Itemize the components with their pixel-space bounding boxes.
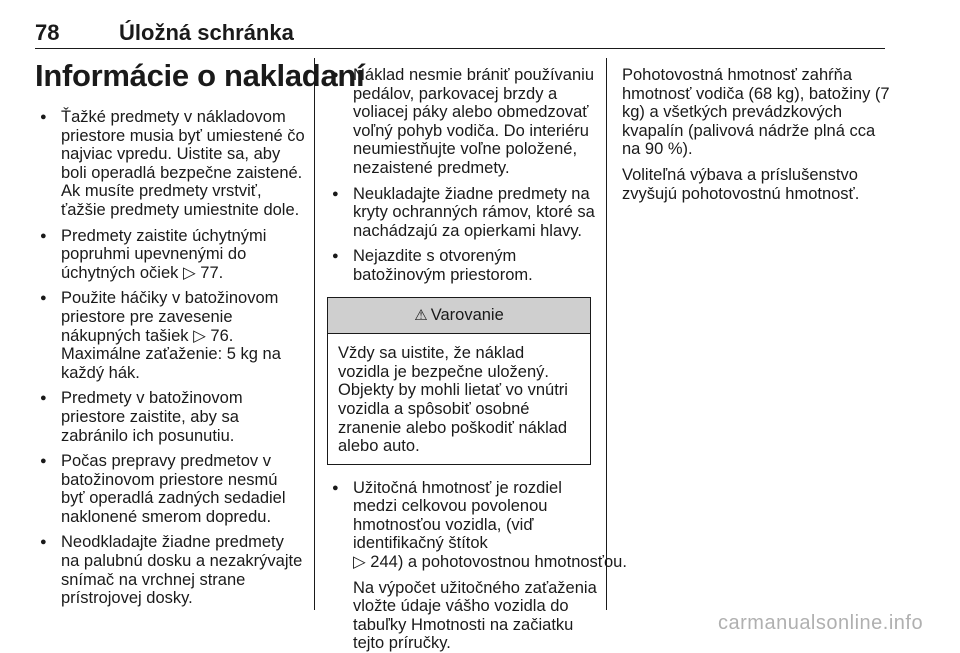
arrow-icon: ▷ — [183, 263, 196, 282]
list-item: ● Predmety v batožinovom priestore zaistite, aby sa zabránilo ich posunutiu. — [35, 389, 305, 445]
list-item: ● Predmety zaistite úchytnými popruhmi upevnenými do úchytných očiek ▷ 77. — [35, 227, 305, 283]
paragraph: Pohotovostná hmotnosť zahŕňa hmotnosť vodiča (68 kg), batožiny (7 kg) a všetkých prevádzkových kvapalín (palivová nádrže plná cca na 90 %). — [622, 66, 890, 159]
bullet-list-1 — [35, 108, 305, 608]
sub-paragraph: Na výpočet užitočného zaťaženia vložte údaje vášho vozidla do tabuľky Hmotnosti na začiatku tejto príručky. — [353, 578, 597, 653]
list-item: ● Nejazdite s otvoreným batožinovým priestorom. — [327, 247, 599, 284]
column-divider-2 — [606, 58, 607, 610]
bullet-list-3 — [327, 478, 627, 572]
list-item: ● Užitočná hmotnosť je rozdiel medzi celkovou povolenou hmotnosťou vozidla, (viď identifikačný štítok ▷ 244) a pohotovostnou hmotnosťou. — [327, 479, 599, 572]
column-3 — [622, 66, 892, 210]
list-item: ● Neodkladajte žiadne predmety na palubnú dosku a nezakrývajte snímač na vrchnej strane prístrojovej dosky. — [35, 533, 305, 607]
page-reference-link[interactable]: ▷ 244) a pohotovostnou hmotnosťou. — [353, 553, 627, 572]
watermark: carmanualsonline.info — [718, 612, 924, 634]
chapter-title: Úložná schránka — [119, 20, 294, 45]
list-item: ● Počas prepravy predmetov v batožinovom priestore nesmú byť operadlá zadných sedadiel naklonené smerom dopredu. — [35, 452, 305, 526]
warning-triangle-icon: ⚠ — [414, 306, 428, 324]
warning-title: Varovanie — [430, 305, 504, 324]
page-reference-link[interactable]: ▷ 77. — [183, 263, 224, 282]
bullet-list-2 — [327, 66, 599, 285]
arrow-icon: ▷ — [353, 553, 366, 572]
warning-header — [328, 298, 590, 335]
section-title: Informácie o nakladaní — [35, 58, 365, 93]
list-item: ● Neukladajte žiadne predmety na kryty ochranných rámov, ktoré sa nachádzajú za opierkami hlavy. — [327, 185, 599, 241]
column-divider-1 — [314, 58, 315, 610]
list-item: ● Náklad nesmie brániť používaniu pedálov, parkovacej brzdy a voliacej páky alebo obmedzovať voľný pohyb vodiča. Do interiéru neumiestňujte voľne položené, nezaistené predmety. — [327, 66, 599, 178]
header-rule — [35, 48, 885, 49]
arrow-icon: ▷ — [193, 326, 206, 345]
page-header — [35, 20, 885, 46]
warning-box — [327, 297, 591, 465]
page-reference-link[interactable]: ▷ 76. — [193, 326, 234, 345]
page-number: 78 — [35, 20, 60, 45]
warning-text: Vždy sa uistite, že náklad vozidla je bezpečne uložený. Objekty by mohli lietať vo vnútri vozidla a spôsobiť osobné zranenie alebo poškodiť náklad alebo auto. — [338, 344, 568, 456]
list-item: ● Použite háčiky v batožinovom priestore pre zavesenie nákupných tašiek ▷ 76. Maximálne zaťaženie: 5 kg na každý hák. — [35, 289, 305, 382]
column-1 — [35, 108, 305, 615]
list-item: ● Ťažké predmety v nákladovom priestore musia byť umiestené čo najviac vpredu. Uistite sa, aby boli operadlá bezpečne zaistené. Ak musíte predmety vrstviť, ťažšie predmety umiestnite dole. — [35, 108, 305, 220]
paragraph: Voliteľná výbava a príslušenstvo zvyšujú pohotovostnú hmotnosť. — [622, 165, 860, 203]
column-2 — [327, 66, 627, 653]
